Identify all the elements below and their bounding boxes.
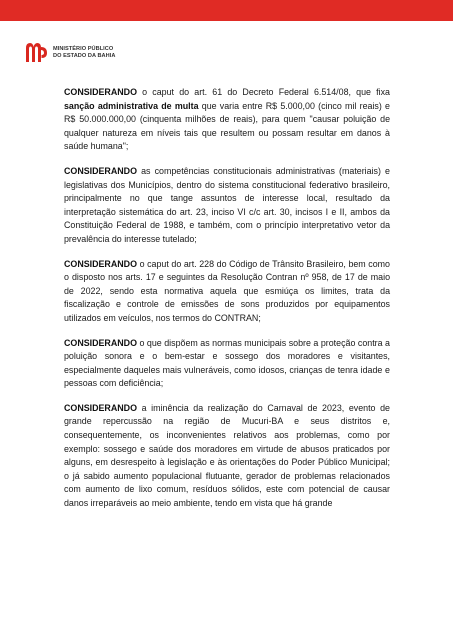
paragraph-text: o que dispõem as normas municipais sobre a proteção contra a poluição sonora e o bem-estar e sossego dos moradores e visitantes, especialmente daqueles mais vulneráveis, como idosos, crianças de tenra idade e pessoas com deficiência; bbox=[64, 337, 390, 389]
paragraph-text: que varia entre R$ 5.000,00 (cinco mil reais) e R$ 50.000.000,00 (cinquenta milhões de reais), para quem "causar poluição de qualquer natureza em níveis tais que resultem ou possam resultar em danos à saúde humana"; bbox=[64, 100, 390, 152]
org-logo bbox=[24, 41, 115, 64]
header-band bbox=[0, 0, 453, 21]
considerando-lead: CONSIDERANDO bbox=[64, 87, 137, 97]
mp-logo-icon bbox=[24, 41, 48, 64]
paragraph-text: o caput do art. 228 do Código de Trânsito Brasileiro, bem como o disposto nos arts. 17 e seguintes da Resolução Contran nº 958, de 17 de maio de 2022, sendo esta normativa aquela que esmiúça os limites, trata da fiscalização e controle de emissões de sons produzidos por equipamentos utilizados em veículos, nos termos do CONTRAN; bbox=[64, 258, 390, 323]
document-body bbox=[64, 86, 390, 522]
considerando-lead: CONSIDERANDO bbox=[64, 337, 137, 348]
org-name-line2: DO ESTADO DA BAHIA bbox=[53, 52, 116, 59]
paragraph bbox=[64, 86, 390, 154]
considerando-lead: CONSIDERANDO bbox=[64, 402, 137, 413]
paragraph-text: a iminência da realização do Carnaval de 2023, evento de grande repercussão na região de Mucuri-BA e seus distritos e, consequentemente, os inconvenientes relativos aos problemas, como por exemplo: sossego e saúde dos moradores em virtude de abusos praticados por alguns, em desrespeito à legislação e às orientações do Poder Público Municipal; o já sabido aumento populacional flutuante, gerador de problemas relacionados com aumento de lixo comum, resíduos sólidos, este com potencial de causar danos irreparáveis ao meio ambiente, tendo em vista que há grande bbox=[64, 402, 390, 509]
paragraph-text: o caput do art. 61 do Decreto Federal 6.514/08, que fixa bbox=[136, 87, 390, 97]
paragraph-text: as competências constitucionais administrativas (materiais) e legislativas dos Municípios, dentro do sistema constitucional federativo brasileiro, principalmente no que tange assuntos de interesse local, resultado da interpretação sistemática do art. 23, inciso VI c/c art. 30, incisos I e II, ambos da Constituição Federal de 1988, e também, com o princípio interpretativo vetor da prevalência do interesse tutelado; bbox=[64, 165, 390, 244]
paragraph-emphasis: sanção administrativa de multa bbox=[64, 100, 199, 111]
paragraph bbox=[64, 402, 390, 511]
considerando-lead: CONSIDERANDO bbox=[64, 165, 137, 176]
paragraph bbox=[64, 258, 390, 326]
considerando-lead: CONSIDERANDO bbox=[64, 258, 137, 269]
paragraph bbox=[64, 165, 390, 247]
paragraph bbox=[64, 337, 390, 391]
org-name-line1: MINISTÉRIO PÚBLICO bbox=[53, 46, 114, 53]
